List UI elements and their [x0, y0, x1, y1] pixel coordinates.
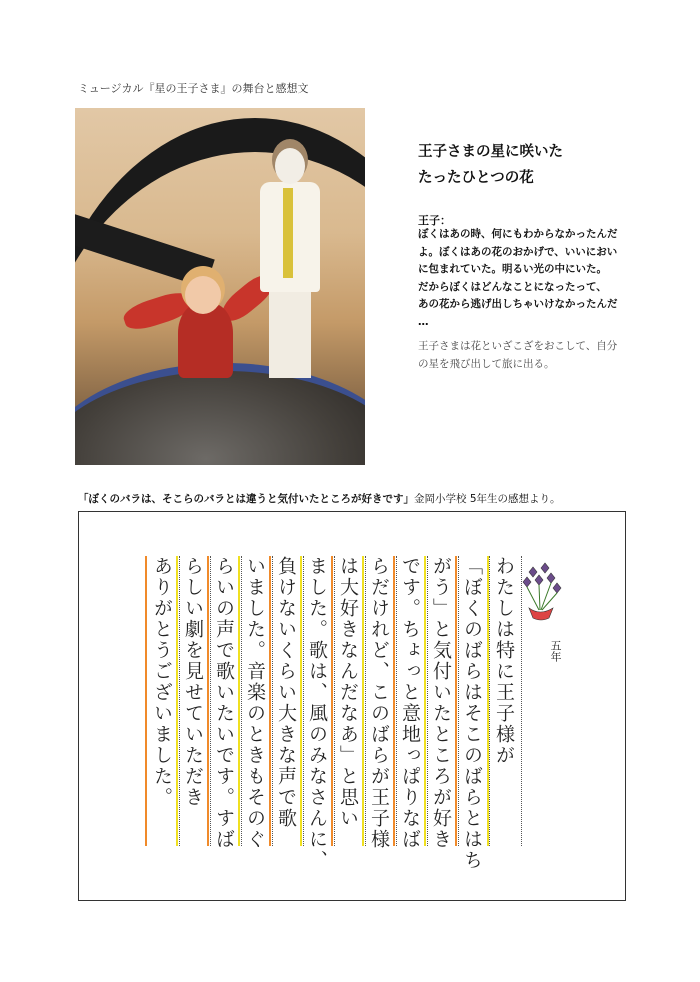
narration-line: 王子さまは花といざこざをおこして、自分 [418, 340, 618, 352]
stage-photo [75, 108, 365, 465]
quote-caption [78, 491, 561, 506]
essay-column: 負けないくらい大きな声で歌 [273, 556, 299, 846]
prince-speech [418, 226, 640, 331]
essay-column: 「ぼくのばらはそこのばらとはち [459, 556, 485, 846]
speech-line: ぼくはあの時、何にもわからなかったんだ [418, 228, 618, 240]
speech-line: … [418, 315, 429, 328]
prince-actor [255, 148, 325, 378]
essay-column: ました。歌は、風のみなさんに、 [304, 556, 330, 846]
speaker-label: 王子： [418, 214, 451, 227]
quote-source: 金岡小学校 5年生の感想より。 [414, 493, 561, 505]
essay-column: わたしは特に王子様が [491, 556, 517, 846]
narration [418, 338, 640, 373]
essay-column: は大好きなんだなあ」と思い [335, 556, 361, 846]
page-caption: ミュージカル『星の王子さま』の舞台と感想文 [78, 82, 309, 95]
grade-label: 五年 [549, 640, 562, 662]
essay-column: らだけれど、このばらが王子様 [366, 556, 392, 846]
feature-title-line2: たったひとつの花 [418, 169, 534, 186]
essay-column: いました。音楽のときもそのぐ [242, 556, 268, 846]
essay-column: らしい劇を見せていただき [180, 556, 206, 846]
bouquet-icon [515, 562, 565, 628]
feature-title-line1: 王子さまの星に咲いた [418, 143, 563, 160]
speech-line: あの花から逃げ出しちゃいけなかったんだ [418, 298, 618, 310]
rose-actor [123, 268, 273, 378]
essay-column: です。ちょっと意地っぱりなば [397, 556, 423, 846]
speech-line: だからぼくはどんなことになったって、 [418, 280, 607, 293]
essay-manuscript [78, 511, 626, 901]
speech-line: に包まれていた。明るい光の中にいた。 [418, 263, 607, 275]
quote-text: 「ぼくのバラは、そこらのバラとは違うと気付いたところが好きです」 [78, 493, 414, 505]
narration-line: の星を飛び出して旅に出る。 [418, 357, 555, 370]
essay-column: らいの声で歌いたいです。すば [211, 556, 237, 846]
essay-column: ありがとうございました。 [149, 556, 175, 846]
essay-column: がう」と気付いたところが好き [428, 556, 454, 846]
speech-line: よ。ぼくはあの花のおかげで、いいにおい [418, 245, 618, 258]
